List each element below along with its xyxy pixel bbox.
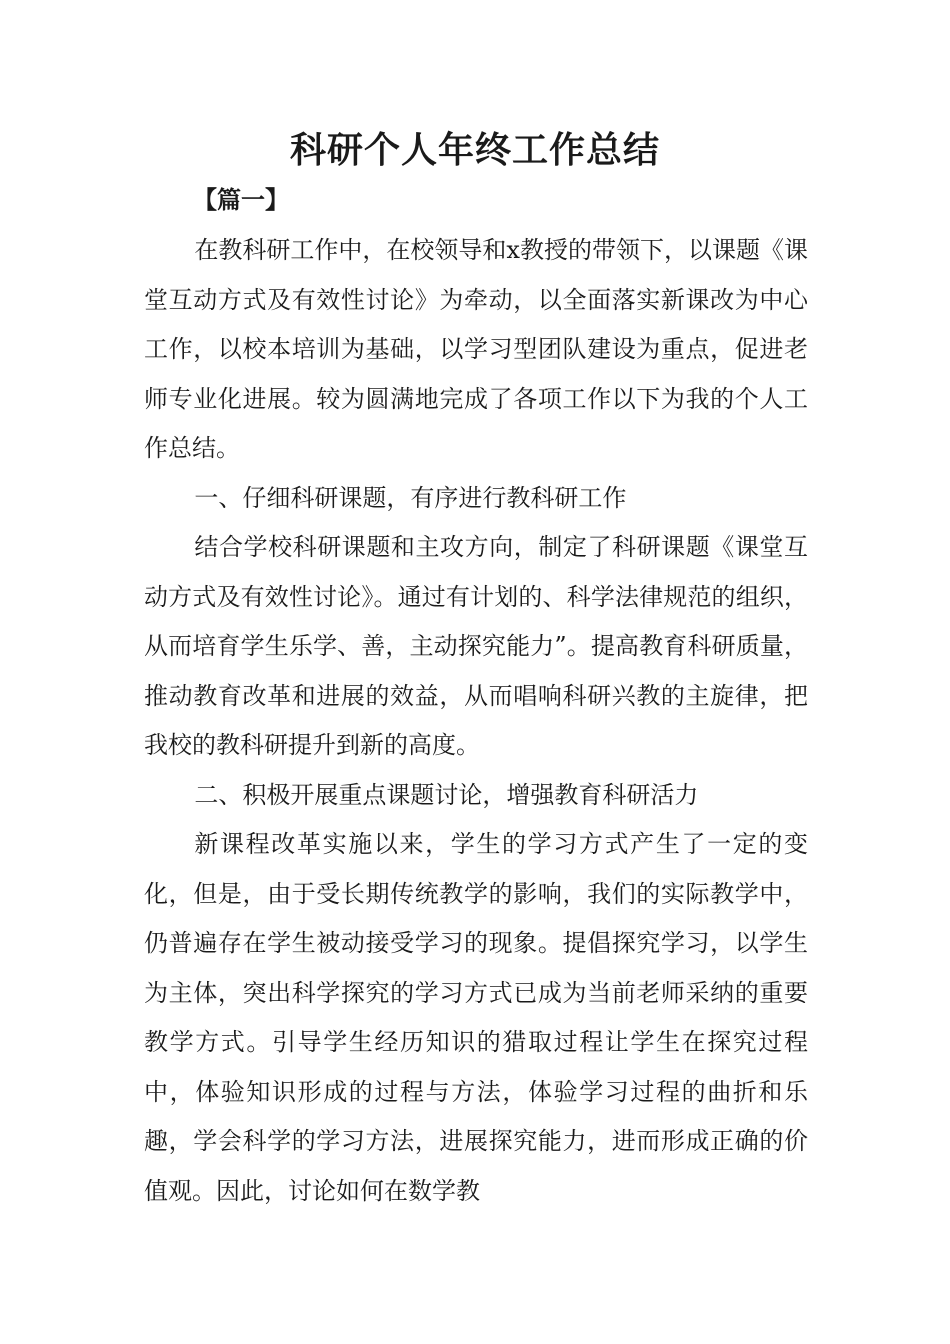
document-body <box>144 226 808 1216</box>
paragraph-section-two: 新课程改革实施以来，学生的学习方式产生了一定的变化，但是，由于受长期传统教学的影响，我们的实际教学中，仍普遍存在学生被动接受学习的现象。提倡探究学习，以学生为主体，突出科学探究的学习方式已成为当前老师采纳的重要教学方式。引导学生经历知识的猎取过程让学生在探究过程中，体验知识形成的过程与方法，体验学习过程的曲折和乐趣，学会科学的学习方法，进展探究能力，进而形成正确的价值观。因此，讨论如何在数学教 <box>144 830 808 1205</box>
heading-section-two: 二、积极开展重点课题讨论，增强教育科研活力 <box>194 780 699 809</box>
paragraph-intro: 在教科研工作中，在校领导和x教授的带领下，以课题《课堂互动方式及有效性讨论》为牵动，以全面落实新课改为中心工作，以校本培训为基础，以学习型团队建设为重点，促进老师专业化进展。较为圆满地完成了各项工作以下为我的个人工作总结。 <box>144 236 808 462</box>
document-title: 科研个人年终工作总结 <box>289 129 660 171</box>
section-label: 【篇一】 <box>193 185 289 214</box>
paragraph-section-one: 结合学校科研课题和主攻方向，制定了科研课题《课堂互动方式及有效性讨论》。通过有计划的、科学法律规范的组织，从而培育学生乐学、善，主动探究能力”。提高教育科研质量，推动教育改革和进展的效益，从而唱响科研兴教的主旋律，把我校的教科研提升到新的高度。 <box>144 533 808 759</box>
heading-section-one: 一、仔细科研课题，有序进行教科研工作 <box>194 483 627 512</box>
